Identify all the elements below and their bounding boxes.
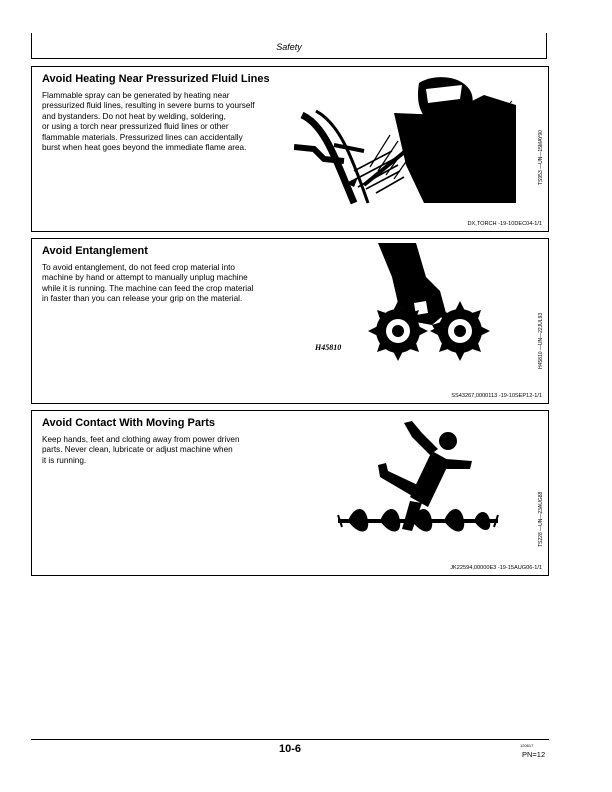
body-line: To avoid entanglement, do not feed crop material into <box>42 263 235 272</box>
section-body <box>42 91 304 153</box>
section-moving-parts <box>31 410 549 576</box>
section-reference: SS43267,0000113 -19-10SEP12-1/1 <box>451 393 542 399</box>
section-title: Avoid Entanglement <box>42 245 148 257</box>
header-title: Safety <box>276 42 302 52</box>
image-code: TS228 —UN—23AUG88 <box>538 491 544 547</box>
body-line: parts. Never clean, lubricate or adjust machine when <box>42 445 233 455</box>
body-line: Flammable spray can be generated by heating near <box>42 91 230 100</box>
section-heating-fluid-lines <box>31 66 549 232</box>
body-line: while it is running. The machine can feed the crop material <box>42 283 254 293</box>
footer-rule <box>31 739 549 740</box>
section-body <box>42 435 304 466</box>
section-title: Avoid Heating Near Pressurized Fluid Lines <box>42 73 270 85</box>
body-line: Keep hands, feet and clothing away from power driven <box>42 435 240 444</box>
section-body <box>42 263 304 305</box>
body-line: burst when heat goes beyond the immediate flame area. <box>42 143 247 153</box>
body-line: in faster than you can release your grip on the material. <box>42 294 243 304</box>
body-line: pressurized fluid lines, resulting in severe burns to yourself <box>42 101 255 111</box>
image-code: TS953 —UN—15MAY90 <box>538 130 544 185</box>
footer-page-id: PN=12 <box>522 750 546 759</box>
body-line: it is running. <box>42 455 87 465</box>
image-code: H45810 —UN—22JUL93 <box>538 312 544 369</box>
section-reference: DX,TORCH -19-10DEC04-1/1 <box>467 221 542 227</box>
body-line: or using a torch near pressurized fluid lines or other <box>42 122 229 132</box>
header-frame <box>31 33 547 59</box>
torch-welder-illustration <box>294 75 520 207</box>
body-line: and bystanders. Do not heat by welding, soldering, <box>42 111 226 121</box>
section-title: Avoid Contact With Moving Parts <box>42 417 216 429</box>
hand-in-rollers-illustration <box>348 243 508 363</box>
image-label: H45810 <box>315 343 342 352</box>
body-line: machine by hand or attempt to manually unplug machine <box>42 273 248 283</box>
page-number: 10-6 <box>278 743 302 755</box>
section-reference: JK22594,00000E3 -19-15AUG06-1/1 <box>450 565 542 571</box>
footer-date: 120617 <box>520 743 534 748</box>
section-entanglement <box>31 238 549 404</box>
body-line: flammable materials. Pressurized lines can accidentally <box>42 132 243 142</box>
auger-fall-illustration <box>332 415 504 545</box>
